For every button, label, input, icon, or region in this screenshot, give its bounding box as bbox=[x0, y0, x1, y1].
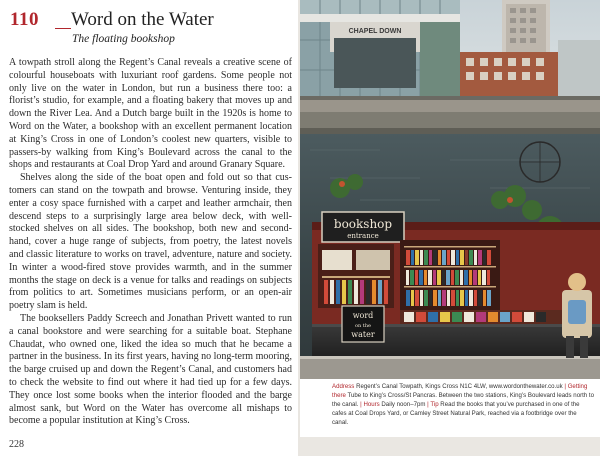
bookshop-barge-photo bbox=[300, 0, 600, 379]
page-number: 228 bbox=[9, 439, 24, 450]
caption-getting-label: Getting there bbox=[332, 383, 588, 399]
caption-tip: Read the books that you’ve purchased in one of the cafes at Coal Drops Yard, or Camley Street Natural Park, reached via a footbridge over the canal. bbox=[332, 400, 580, 426]
caption-hours: Daily noon–7pm bbox=[381, 400, 426, 408]
hull-sign-line1: word bbox=[352, 311, 374, 320]
entry-subtitle: The floating bookshop bbox=[72, 33, 175, 45]
caption-separator: | bbox=[564, 383, 566, 390]
page-footer-bar bbox=[300, 437, 600, 456]
caption-tip-label: Tip bbox=[430, 400, 439, 408]
right-page bbox=[300, 0, 600, 456]
entry-number: 110 bbox=[10, 9, 39, 30]
word-on-the-water-sign bbox=[342, 306, 384, 342]
bookshop-sign-line2: entrance bbox=[347, 232, 379, 240]
caption-separator: | bbox=[360, 400, 362, 408]
caption-getting-there: Tube to King’s Cross/St Pancras. Between the two stations, King’s Boulevard leads north to the canal. bbox=[332, 391, 594, 408]
caption-address: Regent’s Canal Towpath, Kings Cross N1C 4LW, www.wordonthewater.co.uk bbox=[356, 383, 563, 390]
caption-separator: | bbox=[427, 400, 429, 408]
entry-title: Word on the Water bbox=[71, 9, 214, 30]
body-paragraph-2: Shelves along the side of the boat open and fold out so that customers can stand on the towpath and browse. Venturing inside, they enter a cosy space furnished with a carpet and leather armchair, then descend steps to a surprisingly large area below deck, with well-stocked shelves on all sides. The bookshop, both new and second-hand, cover a huge range of subjects, from poetry, the latest novels and classic literature to works on travel, adventure, nature and society. In winter a wood-fired stove provides warmth, and in the summer months the stage on deck is a venue for talks and readings on subjects from politics to art. Sometimes musicians perform, or an open-air poetry slam is held. bbox=[9, 172, 292, 312]
body-text bbox=[9, 57, 292, 428]
body-paragraph-1: A towpath stroll along the Regent’s Canal reveals a creative scene of colourful houseboats with luxuriant roof gardens. Some people not only live on the water in London, but run a business there too: a florist’s studio, for example, and a floating bakery that moves up and down the River Lea. And a Dutch barge built in the 1920s is home to Word on the Water, a bookshop with an excellent permanent location at King’s Cross in one of London’s coolest new quarters, visible to passers-by walking from King’s Boulevard across the canal to the shops and restaurants at Coal Drop Yard and around Granary Square. bbox=[9, 57, 292, 171]
hull-sign-line3: water bbox=[351, 330, 375, 339]
left-page bbox=[0, 0, 298, 456]
bookshop-sign-line1: bookshop bbox=[333, 217, 393, 231]
hull-sign-line2: on the bbox=[354, 323, 372, 329]
building-sign: CHAPEL DOWN bbox=[348, 28, 402, 35]
caption-address-label: Address bbox=[332, 383, 355, 390]
caption-hours-label: Hours bbox=[363, 400, 380, 408]
entry-heading bbox=[10, 9, 295, 49]
title-rule bbox=[55, 28, 71, 29]
body-paragraph-3: The booksellers Paddy Screech and Jonathan Privett wanted to run a canal bookstore and were searching for a suitable boat. Stephane Chaudat, who owned one, liked the idea so much that he became a partner in the business. In its first years, having no long-term mooring, the barge cruised up and down the Regent’s Canal, and customers had to check the website to find out where it had tied up for a few days. They once lost some books when the interior flooded and the barge almost sank, but Word on the Water has overcome all mishaps to become a popular institution at King’s Cross. bbox=[9, 312, 292, 427]
bookshop-entrance-sign bbox=[322, 212, 404, 242]
photo-caption bbox=[332, 383, 594, 428]
